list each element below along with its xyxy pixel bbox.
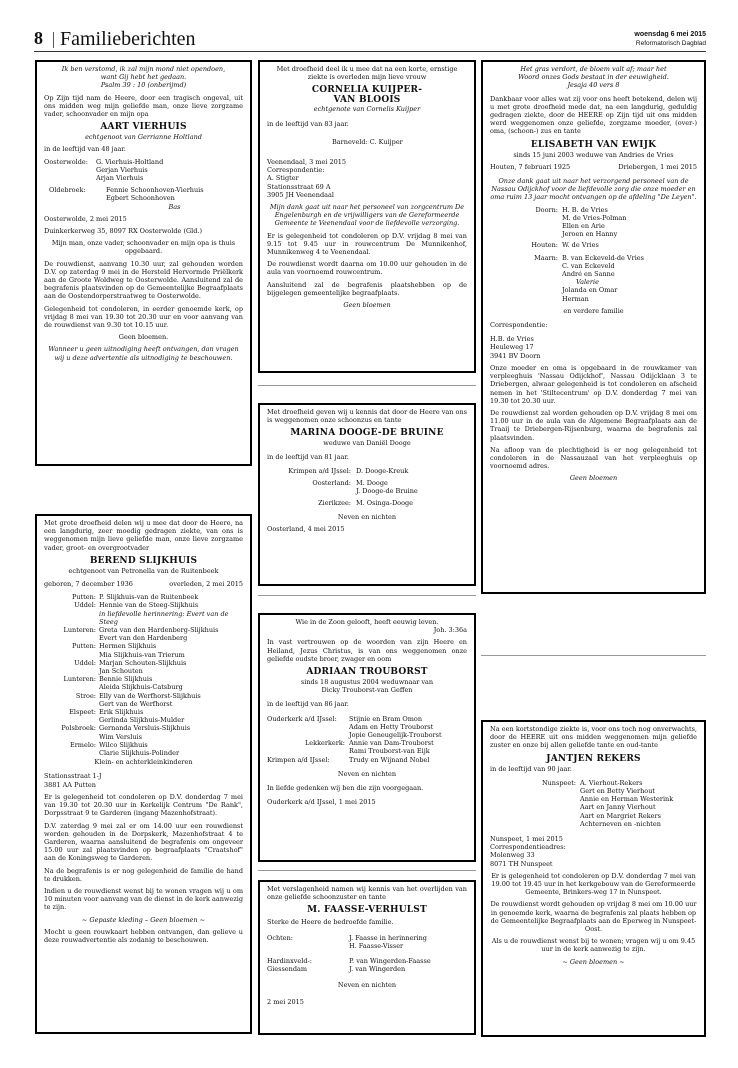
family-place: Uddel:: [74, 601, 96, 610]
family-place: Lunteren:: [63, 626, 96, 635]
correspondence-label: Correspondentieadres:: [490, 843, 566, 852]
birth-date: geboren, 7 december 1936: [44, 580, 133, 589]
intro-text: Dankbaar voor alles wat zij voor ons heeft betekend, delen wij u met grote droefheid mede dat, na een langdurig, geduldig gedragen ziekte, door de HEERE op Zijn tijd uit ons midden werd weggenomen onze geliefde, zorgzame moeder, (over-) oma, (schoon-) zus en tante: [490, 94, 697, 136]
relatives-line: en verdere familie: [563, 306, 624, 315]
family-place: Putten:: [71, 593, 96, 602]
column-divider: [258, 385, 476, 386]
family-member: Wilco Slijkhuis: [99, 740, 148, 749]
thanks-text: Mijn dank gaat uit naar het personeel van zorgcentrum De Engelenburgh en de vrijwilligers van de Gereformeerde Gemeente te Veenendaal voor de liefdevolle verzorging.: [269, 203, 465, 228]
family-row: [44, 724, 243, 732]
place-date: Oosterland, 4 mei 2015: [267, 524, 345, 533]
column-divider: [258, 870, 476, 871]
date-line: 2 mei 2015: [267, 997, 304, 1006]
family-place: Oosterland:: [312, 479, 351, 488]
family-member: G. Vierhuis-Holtland: [96, 157, 164, 166]
spouse-line: echtgenoot van Petronella van de Ruitenbeek: [68, 566, 219, 575]
family-member: J. Faasse in herinnering: [349, 933, 427, 942]
family-member: Erik Slijkhuis: [99, 708, 144, 717]
family-member: Elly van de Werfhorst-Slijkhuis: [99, 691, 201, 700]
spouse-line: echtgenote van Cornelis Kuijper: [313, 105, 421, 114]
relatives-line: Neven en nichten: [337, 981, 397, 990]
family-row: [44, 716, 243, 724]
family-member: Evert van den Hardenberg: [99, 634, 188, 643]
bible-verse: [44, 65, 243, 90]
family-member: Wim Versluis: [99, 732, 142, 741]
spouse-line: echtgenoot van Gerrianne Holtland: [85, 133, 202, 142]
family-member: C. van Eckeveld: [562, 261, 615, 270]
family-member: Arjan Vierhuis: [96, 174, 144, 183]
page-number: 8: [34, 28, 43, 48]
life-dates: [490, 163, 697, 171]
family-group: [267, 739, 467, 755]
family-row: [44, 675, 243, 683]
family-group: [490, 206, 697, 239]
family-place: [44, 700, 99, 708]
family-row: [44, 692, 243, 700]
family-group: [267, 715, 467, 740]
address: Duinkerkerweg 35, 8097 RX Oosterwolde (Gld.): [44, 227, 203, 236]
verse-line: Woord onzes Gods bestaat in der eeuwigheid.: [518, 73, 669, 82]
flowers-note: Geen bloemen: [343, 301, 391, 310]
obituary-vierhuis: [35, 60, 252, 466]
condolence-text: Er is gelegenheid tot condoleren op D.V. vrijdag 8 mei van 9.15 tot 9.45 uur in rouwcentrum De Munnikenhof, Munnikenweg 4 te Veenendaal.: [267, 231, 467, 257]
family-group: [267, 957, 467, 973]
family-member: Annie en Herman Westerink: [580, 795, 674, 804]
deceased-name: MARINA DOOGE-DE BRUINE: [290, 428, 444, 439]
family-member: H. B. de Vries: [562, 205, 608, 214]
deceased-name-cont: VAN BLOOIS: [333, 95, 401, 106]
obituary-slijkhuis: [35, 514, 252, 1034]
thanks-text: Onze dank gaat uit naar het verzorgend personeel van de Nassau Odijckhof voor de liefdevolle zorg die onze moeder en oma ruim 13 jaar mocht ontvangen op de afdeling "De Leyen".: [490, 177, 697, 202]
family-member: Stijnie en Bram Omon: [349, 714, 423, 723]
service-text: De rouwdienst zal worden gehouden op D.V. vrijdag 8 mei om 11.00 uur in de aula van de Algemene Begraafplaats aan de Traaij te Driebergen-Rijsenburg, waarna de begrafenis zal plaatsvinden.: [490, 408, 697, 442]
address-line: Stationsstraat 1-J: [44, 772, 102, 781]
correspondence-line: 3905 JH Veenendaal: [267, 190, 334, 199]
age-line: in de leeftijd van 86 jaar.: [267, 700, 349, 709]
intro-text: Met droefheid geven wij u kennis dat door de Heere van ons is weggenomen onze schoonzus en tante: [267, 408, 467, 425]
service-text: D.V. zaterdag 9 mei zal er om 14.00 uur een rouwdienst worden gehouden in de Dorpskerk, Mazenhofstraat 4 te Garderen, waarna aansluitend de begrafenis om ongeveer 15.00 uur zal plaatsvinden op begraafplaats "Craatshof" aan de Koningsweg te Garderen.: [44, 821, 243, 863]
family-member: Marjan Schouten-Slijkhuis: [99, 658, 187, 667]
family-place: Krimpen a/d IJssel:: [267, 755, 330, 764]
family-group: [267, 756, 467, 764]
family-place: Oldebroek:: [49, 186, 86, 195]
family-place: Ochten:: [267, 933, 293, 942]
service-text: De rouwdienst wordt gehouden op vrijdag 8 mei om 10.00 uur in genoemde kerk, waarna de begrafenis zal plaats hebben op de Gemeentelijke Begraafplaats aan de Eperweg in Nunspeet-Oost.: [490, 900, 697, 934]
family-row: [44, 708, 243, 716]
family-member: Gernanda Versluis-Slijkhuis: [99, 724, 191, 733]
issue-date: woensdag 6 mei 2015: [634, 31, 706, 38]
family-member: P. Slijkhuis-van de Ruitenbeek: [99, 593, 199, 602]
intro-text: Op Zijn tijd nam de Heere, door een tragisch ongeval, uit ons midden weg mijn geliefde man, onze lieve zorgzame vader, schoonvader en mijn opa: [44, 93, 243, 119]
family-member: Valerie: [576, 278, 599, 287]
family-place: Putten:: [71, 642, 96, 651]
after-text: Na de begrafenis is er nog gelegenheid de familie de hand te drukken.: [44, 866, 243, 883]
family-member: Gerjan Vierhuis: [96, 165, 148, 174]
correspondence-line: 3941 BV Doorn: [490, 351, 541, 360]
family-place: Krimpen a/d IJssel:: [288, 466, 351, 475]
family-member: Trudy en Wijnand Nobel: [349, 755, 430, 764]
family-member: B. van Eckeveld-de Vries: [562, 253, 644, 262]
deceased-name: ADRIAAN TROUBORST: [306, 667, 428, 678]
family-row: [44, 683, 243, 691]
correspondence-label: Correspondentie:: [490, 321, 548, 330]
family-row: [44, 651, 243, 659]
age-line: in de leeftijd van 48 jaar.: [44, 145, 126, 154]
newspaper-name: Reformatorisch Dagblad: [635, 40, 706, 47]
family-place: Doorn:: [535, 205, 558, 214]
widow-line: sinds 15 juni 2003 weduwe van Andries de Vries: [513, 150, 674, 159]
family-row: [44, 667, 243, 675]
family-member: Clarie Slijkhuis-Polinder: [99, 749, 180, 758]
laid-out-text: Mijn man, onze vader, schoonvader en mijn opa is thuis opgebaard.: [51, 239, 236, 256]
flowers-note: ~ Geen bloemen ~: [562, 957, 625, 966]
section-title: Familieberichten: [60, 28, 196, 50]
deceased-name: ELISABETH VAN EWIJK: [530, 139, 657, 150]
obituary-van-ewijk: [481, 60, 706, 594]
service-text: De rouwdienst wordt daarna om 10.00 uur gehouden in de aula van voornoemd rouwcentrum.: [267, 260, 467, 277]
family-member: Jeroen en Hanny: [562, 230, 618, 239]
family-place: Lekkerkerk:: [304, 739, 345, 748]
verse-reference: Psalm 39 : 10 (onberijmd): [100, 81, 187, 90]
family-place: [44, 634, 99, 642]
family-group: [267, 467, 467, 475]
age-line: in de leeftijd van 81 jaar.: [267, 452, 349, 461]
family-group: [44, 186, 243, 211]
family-member: Mia Slijkhuis-van Trierum: [99, 650, 185, 659]
family-member: Adam en Hetty Trouborst: [349, 722, 434, 731]
obituary-dooge: [258, 403, 476, 586]
service-text: De rouwdienst, aanvang 10.30 uur, zal gehouden worden D.V. op zaterdag 9 mei in de Hersteld Hervormde Priëlkerk aan de Groote Woldweg te Oosterwolde. Aansluitend zal de begrafenis plaatsvinden op de Gemeentelijke Begraafplaats aan de Oostendorperstraatweg te Oosterwolde.: [44, 259, 243, 301]
family-member: Hermen Slijkhuis: [99, 642, 157, 651]
family-place: Hardinxveld-: Giessendam: [267, 957, 312, 974]
family-place: Ouderkerk a/d IJssel:: [267, 714, 337, 723]
family-row: [44, 634, 243, 642]
obituary-kuijper: [258, 60, 476, 373]
comfort-line: Sterke de Heere de bedroefde familie.: [267, 918, 394, 927]
verse-reference: Joh. 3:36a: [433, 626, 467, 635]
family-place: Lunteren:: [63, 675, 96, 684]
family-member: P. van Wingerden-Faasse: [349, 957, 431, 966]
family-place: Maarn:: [534, 253, 558, 262]
correspondence-line: Stationsstraat 69 A: [267, 182, 331, 191]
laid-out-text: Onze moeder en oma is opgebaard in de rouwkamer van verpleeghuis 'Nassau Odijckhof', Nassau Odijcklaan 3 te Driebergen, alwaar gelegenheid is tot condoleren en afscheid nemen in het 'Stiltecentrum' op D.V. donderdag 7 mei van 19.30 tot 20.30 uur.: [490, 363, 697, 405]
family-group: [490, 779, 697, 828]
invitation-note: Wanneer u geen uitnodiging heeft ontvangen, dan vragen wij u deze advertentie als uitnodiging te beschouwen.: [48, 345, 239, 362]
flowers-note: Geen bloemen: [569, 474, 618, 483]
page-header: [34, 30, 706, 50]
family-member: André en Sanne: [562, 270, 615, 279]
family-member: Aleida Slijkhuis-Catsburg: [99, 683, 183, 692]
family-row: [44, 642, 243, 650]
family-row: [44, 593, 243, 601]
family-member: W. de Vries: [562, 241, 599, 250]
widower-line: Dicky Trouborst-van Geffen: [321, 686, 413, 695]
header-divider: [53, 32, 54, 48]
verse-line: Ik ben verstomd, ik zal mijn mond niet opendoen,: [61, 65, 226, 73]
intro-text: Met verslagenheid namen wij kennis van het overlijden van onze geliefde schoonzuster en tante: [267, 885, 467, 902]
place-date: Nunspeet, 1 mei 2015: [490, 835, 563, 844]
verse-reference: Jesaja 40 vers 8: [567, 81, 620, 90]
correspondence-line: Heuleweg 17: [490, 343, 534, 352]
family-member: Bas: [168, 202, 181, 211]
family-member: A. Vierhout-Rekers: [580, 778, 643, 787]
family-row: [44, 741, 243, 749]
correspondence-line: H.B. de Vries: [490, 335, 534, 344]
family-member: Bennie Slijkhuis: [99, 675, 153, 684]
family-row: [44, 659, 243, 667]
condolence-text: Gelegenheid tot condoleren, in eerder genoemde kerk, op vrijdag 8 mei van 19.30 tot 20.30 uur en voor aanvang van de rouwdienst van 9.30 tot 10.15 uur.: [44, 304, 243, 330]
flowers-note: Geen bloemen.: [118, 333, 169, 342]
obituary-faasse: [258, 880, 476, 1035]
family-place: [44, 610, 99, 626]
family-place: Uddel:: [74, 658, 96, 667]
family-group: [267, 499, 467, 507]
family-member: Jan Schouten: [99, 667, 143, 676]
family-place: Elspeet:: [69, 708, 96, 717]
family-member: Gert en Betty Vierhout: [580, 787, 656, 796]
family-member: in liefdevolle herinnering: Evert van de Steeg: [99, 609, 229, 626]
attendance-text: Indien u de rouwdienst wenst bij te wonen vragen wij u om 10 minuten voor aanvang van de dienst in de kerk aanwezig te zijn.: [44, 886, 243, 912]
place-date: Ouderkerk a/d IJssel, 1 mei 2015: [267, 798, 376, 807]
family-place: [44, 683, 99, 691]
family-place: Zierikzee:: [318, 499, 351, 508]
family-place: Nunspeet:: [541, 778, 576, 787]
widow-line: weduwe van Daniël Dooge: [323, 439, 411, 448]
family-member: Annie van Dam-Trouborst: [349, 739, 434, 748]
family-member: Rami Trouborst-van Eijk: [349, 747, 430, 756]
correspondence-line: Molenweg 33: [490, 851, 535, 860]
condolence-text: Er is gelegenheid tot condoleren op D.V. donderdag 7 mei van 19.30 tot 20.30 uur in Kerkelijk Centrum "De Rank", Dorpsstraat 9 te Garderen (ingang Mazenhofstraat).: [44, 792, 243, 818]
family-member: H. Faasse-Visser: [349, 941, 404, 950]
memory-line: In liefde gedenken wij ben die zijn voorgegaan.: [267, 784, 424, 793]
family-member: Greta van den Hardenberg-Slijkhuis: [99, 626, 219, 635]
family-group: [490, 241, 697, 249]
intro-text: Met droefheid deel ik u mee dat na een korte, ernstige ziekte is overleden mijn lieve vrouw: [276, 65, 458, 82]
family-member: Jopie Geneugelijk-Trouborst: [349, 731, 442, 740]
family-member: M. Osinga-Dooge: [356, 499, 413, 508]
family-place: Polsbroek:: [61, 724, 96, 733]
column-divider: [258, 595, 476, 596]
invitation-note: Mocht u geen rouwkaart hebben ontvangen, dan gelieve u deze rouwadvertentie als zodanig te beschouwen.: [44, 927, 243, 944]
family-place: [44, 667, 99, 675]
header-rule: [34, 51, 706, 52]
family-group: [267, 934, 467, 950]
relatives-line: Neven en nichten: [337, 769, 397, 778]
family-member: J. van Wingerden: [349, 965, 406, 974]
death-date: overleden, 2 mei 2015: [169, 580, 243, 589]
signature: Barneveld: C. Kuijper: [332, 137, 403, 146]
family-member: Gert van de Werfhorst: [99, 699, 173, 708]
address-line: 3881 AA Putten: [44, 780, 96, 789]
family-member: Aart en Janny Vierhout: [580, 803, 656, 812]
deceased-name: CORNELIA KUIJPER-: [311, 85, 423, 96]
intro-text: Na een kortstondige ziekte is, voor ons toch nog onverwachts, door de HEERE uit ons midden weggenomen mijn geliefde zuster en onze bij allen geliefde tante en oud-tante: [490, 725, 697, 750]
family-row: [44, 626, 243, 634]
family-member: Fennie Schoonhoven-Vierhuis: [106, 186, 204, 195]
family-member: Ellen en Arie: [562, 222, 605, 231]
family-place: [44, 733, 99, 741]
family-member: Egbert Schoonhoven: [106, 194, 175, 203]
family-group: [267, 479, 467, 495]
family-place: Stroe:: [75, 691, 96, 700]
correspondence-line: 8071 TH Nunspeet: [490, 859, 553, 868]
family-place: Oosterwolde:: [44, 157, 88, 166]
widower-line: sinds 18 augustus 2004 weduwnaar van: [300, 678, 434, 687]
deceased-name: M. FAASSE-VERHULST: [307, 905, 427, 916]
deceased-name: JANTJEN REKERS: [546, 753, 641, 764]
column-divider: [481, 655, 706, 656]
intro-text: In vast vertrouwen op de woorden van zijn Heere en Heiland, Jezus Christus, is van ons weggenomen onze geliefde oudste broer, zwager en oom: [267, 638, 467, 663]
death-date: Driebergen, 1 mei 2015: [618, 162, 697, 171]
family-group: [490, 254, 697, 303]
family-member: Herman: [562, 294, 589, 303]
flowers-note: ~ Gepaste kleding – Geen bloemen ~: [81, 915, 206, 924]
age-line: in de leeftijd van 90 jaar.: [490, 764, 572, 773]
family-place: Ermelo:: [69, 740, 96, 749]
deceased-name: AART VIERHUIS: [100, 122, 187, 133]
birth-date: Houten, 7 februari 1925: [490, 162, 571, 171]
obituary-rekers: [481, 720, 706, 1037]
family-place: [44, 716, 99, 724]
family-member: Achterneven en -nichten: [580, 819, 661, 828]
relatives-line: Klein- en achterkleinkinderen: [94, 758, 193, 767]
family-member: M. Dooge: [356, 479, 388, 488]
family-row: [44, 749, 243, 757]
after-text: Na afloop van de plechtigheid is er nog gelegenheid tot condoleren in de Nassauzaal van het verpleeghuis op voornoemd adres.: [490, 445, 697, 471]
family-member: Jolanda en Omar: [562, 286, 618, 295]
verse-line: want Gij hebt het gedaan.: [100, 73, 187, 82]
deceased-name: BEREND SLIJKHUIS: [89, 555, 198, 566]
attendance-text: Als u de rouwdienst wenst bij te wonen; vragen wij u om 9.45 uur in de kerk aanwezig te zijn.: [491, 937, 696, 954]
family-place: Houten:: [531, 241, 558, 250]
intro-text: Met grote droefheid delen wij u mee dat door de Heere, na een langdurig, zeer moedig gedragen ziekte, van ons is weggenomen mijn lieve geliefde man, onze lieve zorgzame vader, groot- en overgrootvader: [44, 519, 243, 552]
burial-text: Aansluitend zal de begrafenis plaatshebben op de bijgelegen gemeentelijke begraafplaats.: [267, 280, 467, 297]
life-dates: [44, 580, 243, 588]
family-place: [44, 651, 99, 659]
relatives-line: Neven en nichten: [337, 512, 397, 521]
bible-verse: [490, 65, 697, 90]
family-row: [44, 700, 243, 708]
age-line: in de leeftijd van 83 jaar.: [267, 119, 349, 128]
obituary-trouborst: [258, 613, 476, 862]
condolence-text: Er is gelegenheid tot condoleren op D.V. donderdag 7 mei van 19.00 tot 19.45 uur in het kerkgebouw van de Gereformeerde Gemeente, Brinkers-weg 17 in Nunspeet.: [491, 871, 696, 897]
family-member: M. de Vries-Polman: [562, 213, 627, 222]
family-group: [44, 158, 243, 183]
family-row: [44, 733, 243, 741]
correspondence-line: A. Stigter: [267, 174, 299, 183]
place-date: Oosterwolde, 2 mei 2015: [44, 214, 127, 223]
family-place: [44, 749, 99, 757]
family-row: [44, 610, 243, 626]
verse-line: Het gras verdort, de bloem valt af; maar het: [520, 65, 667, 73]
family-member: Aart en Margriet Rekers: [580, 811, 661, 820]
family-row: [44, 601, 243, 609]
family-list: [44, 593, 243, 757]
family-member: J. Dooge-de Bruine: [356, 487, 418, 496]
bible-verse: Wie in de Zoon gelooft, heeft eeuwig leven.: [295, 618, 439, 626]
place-date: Veenendaal, 3 mei 2015: [267, 158, 347, 167]
family-member: D. Dooge-Kreuk: [356, 466, 409, 475]
correspondence-label: Correspondentie:: [267, 166, 325, 175]
family-member: Hennie van de Steeg-Slijkhuis: [99, 601, 199, 610]
family-member: Gerlinda Slijkhuis-Mulder: [99, 716, 185, 725]
